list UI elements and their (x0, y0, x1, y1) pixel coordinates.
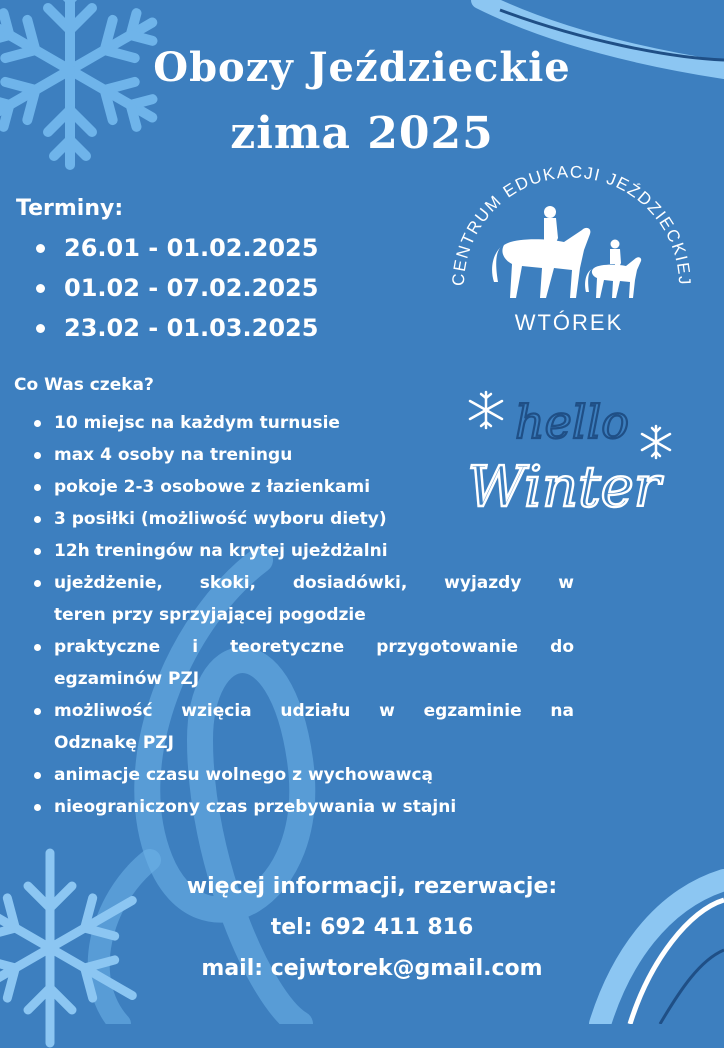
offer-item: max 4 osoby na treningu (34, 439, 574, 471)
snowflake-icon (642, 426, 670, 458)
horse-riders-icon (492, 206, 641, 298)
offer-item-line: ujeżdżenie, skoki, dosiadówki, wyjazdy w (54, 573, 574, 593)
offer-item: animacje czasu wolnego z wychowawcą (34, 759, 574, 791)
title-line-1: Obozy Jeździeckie (153, 44, 571, 91)
offer-item-line: Odznakę PZJ (54, 733, 174, 753)
contact-email: mail: cejwtorek@gmail.com (201, 956, 543, 981)
offer-item-line: egzaminów PZJ (54, 669, 200, 689)
offer-heading: Co Was czeka? (14, 375, 154, 395)
offer-list (34, 407, 574, 823)
date-item: 23.02 - 01.03.2025 (36, 308, 318, 348)
offer-item (34, 631, 574, 695)
hello-text: hello (515, 395, 629, 449)
offer-item (34, 695, 574, 759)
contact-phone: tel: 692 411 816 (270, 915, 474, 940)
contact-heading: więcej informacji, rezerwacje: (186, 874, 558, 899)
offer-item: 3 posiłki (możliwość wyboru diety) (34, 503, 574, 535)
title-line-2: zima 2025 (230, 108, 494, 159)
dates-heading: Terminy: (16, 196, 124, 221)
offer-item-line: praktyczne i teoretyczne przygotowanie do (54, 637, 574, 657)
dates-list (36, 228, 318, 348)
offer-item: pokoje 2-3 osobowe z łazienkami (34, 471, 574, 503)
offer-item (34, 567, 574, 631)
offer-item: nieograniczony czas przebywania w stajni (34, 791, 574, 823)
date-item: 26.01 - 01.02.2025 (36, 228, 318, 268)
logo (434, 160, 704, 340)
offer-item: 10 miejsc na każdym turnusie (34, 407, 574, 439)
offer-item-line: teren przy sprzyjającej pogodzie (54, 605, 366, 625)
winter-text: Winter (467, 455, 661, 520)
offer-item-line: możliwość wzięcia udziału w egzaminie na (54, 701, 574, 721)
logo-arc-text: CENTRUM EDUKACJI JEŹDZIECKIEJ (448, 162, 695, 287)
date-item: 01.02 - 07.02.2025 (36, 268, 318, 308)
offer-item: 12h treningów na krytej ujeżdżalni (34, 535, 574, 567)
logo-bottom-text: WTÓREK (514, 310, 624, 335)
